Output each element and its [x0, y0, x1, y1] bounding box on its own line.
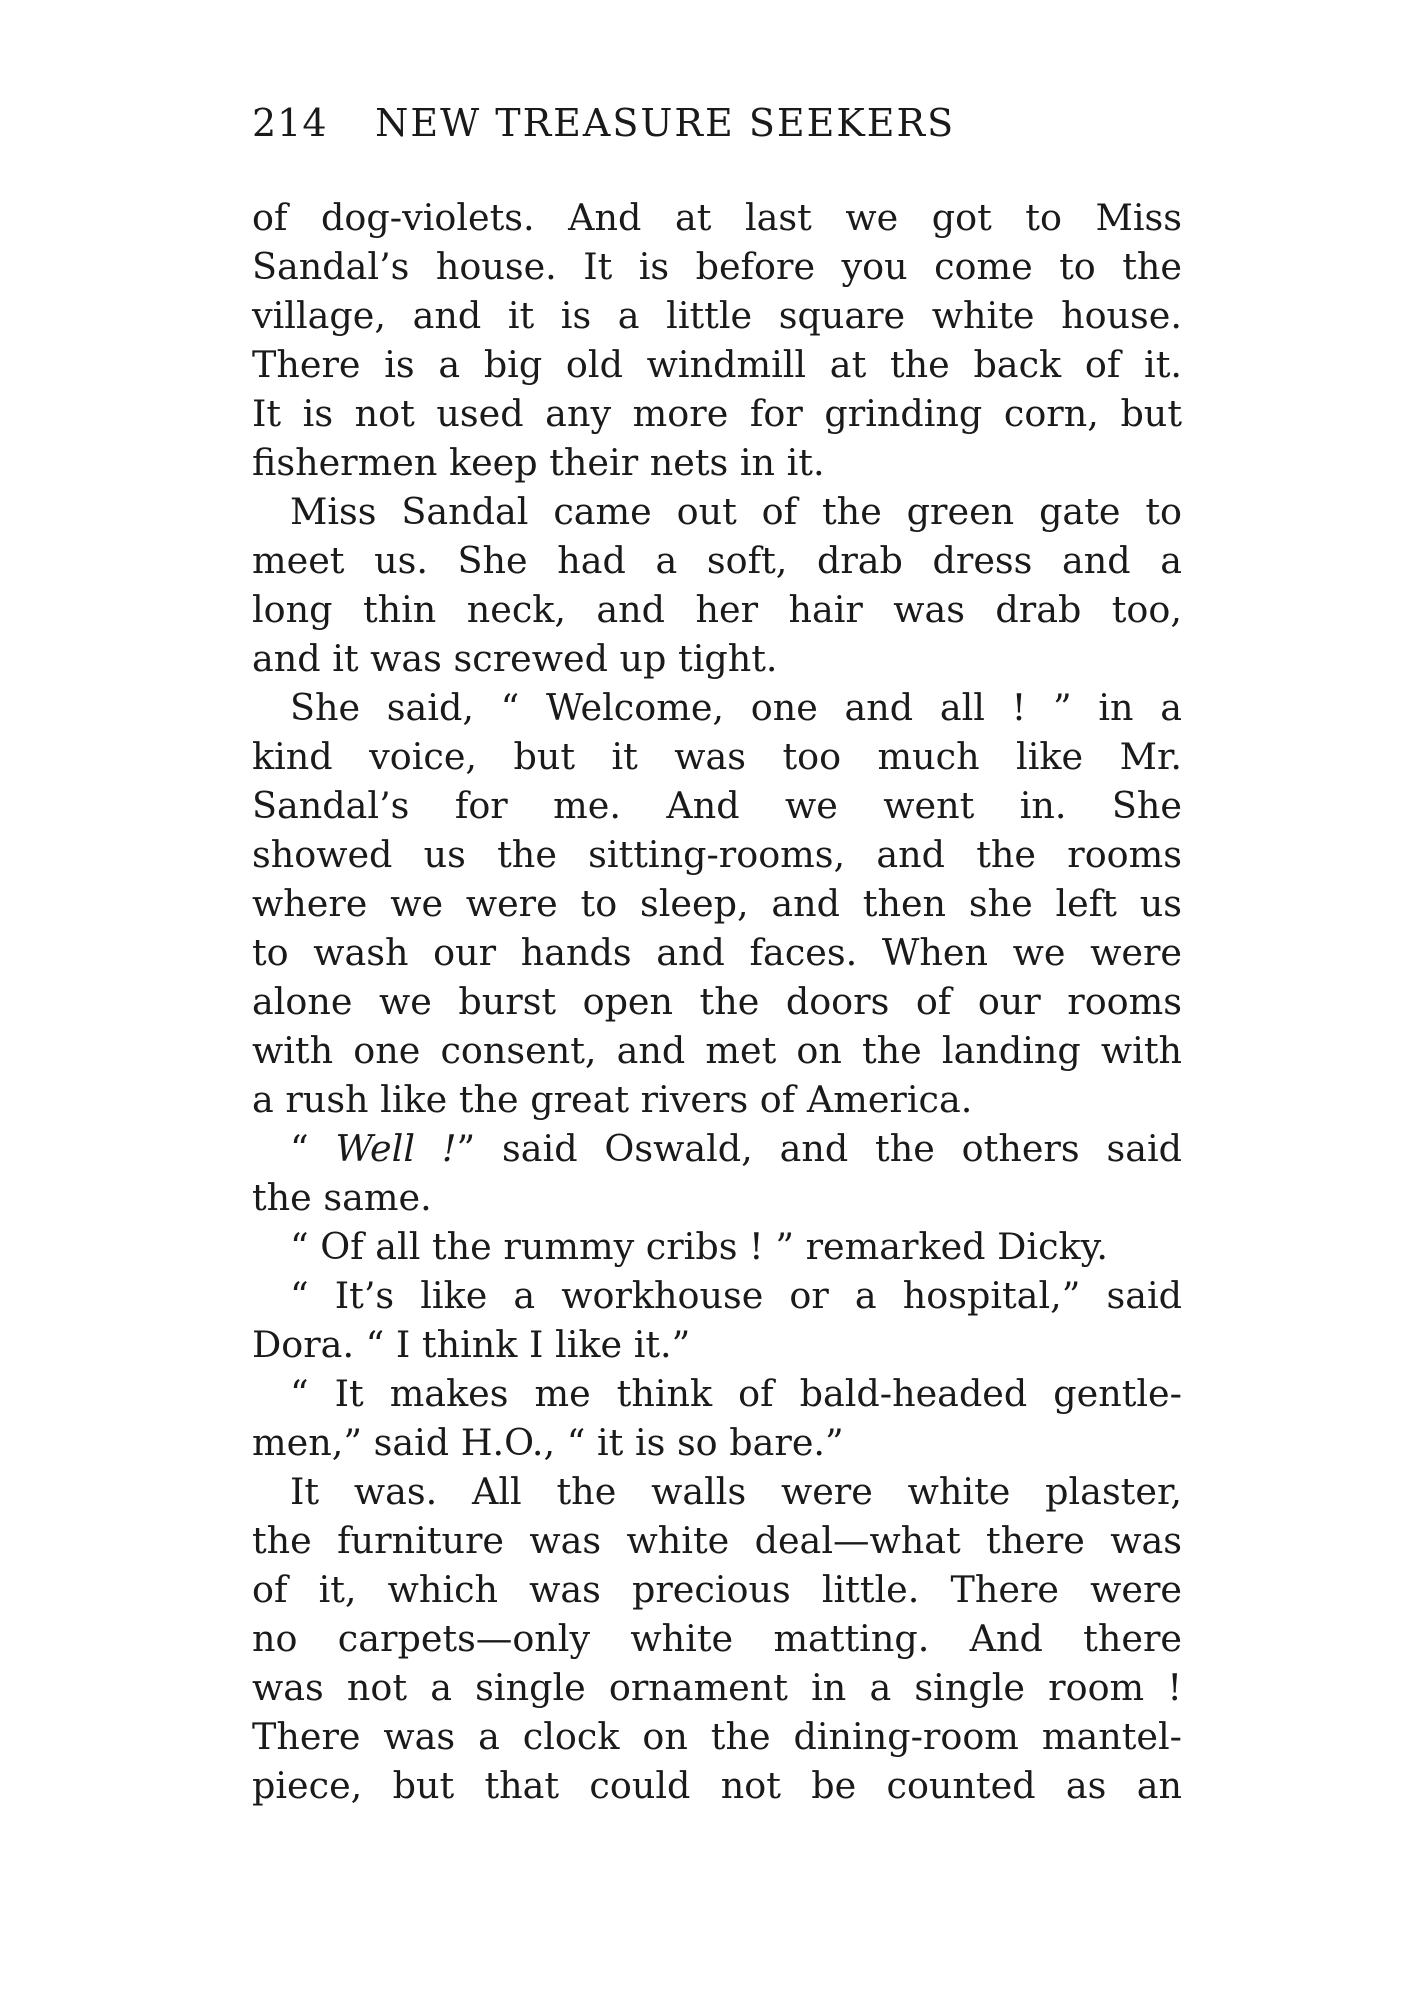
text-line	[252, 634, 1182, 683]
line-text: where we were to sleep, and then she left us	[252, 882, 1182, 925]
line-text: with one consent, and met on the landing with	[252, 1029, 1182, 1072]
line-text: It was. All the walls were white plaster,	[290, 1470, 1182, 1513]
line-text: “ It makes me think of bald-headed gentle-	[290, 1372, 1182, 1415]
line-text: There was a clock on the dining-room mantel-	[252, 1715, 1182, 1758]
line-text: showed us the sitting-rooms, and the rooms	[252, 833, 1182, 876]
text-line	[252, 1418, 1182, 1467]
line-text: to wash our hands and faces. When we were	[252, 931, 1182, 974]
line-text: “ It’s like a workhouse or a hospital,” said	[290, 1274, 1182, 1317]
body-text	[252, 193, 1182, 1810]
line-text: and it was screwed up tight.	[252, 637, 778, 680]
text-line	[252, 487, 1182, 536]
text-line	[252, 1173, 1182, 1222]
line-text: of dog-violets. And at last we got to Miss	[252, 196, 1182, 239]
text-line	[252, 1075, 1182, 1124]
text-line	[252, 1124, 1182, 1173]
line-text: Miss Sandal came out of the green gate to	[290, 490, 1182, 533]
page-number: 214	[252, 101, 328, 145]
text-line	[252, 585, 1182, 634]
text-line	[252, 879, 1182, 928]
text-line	[252, 193, 1182, 242]
line-text: fishermen keep their nets in it.	[252, 441, 825, 484]
text-line	[252, 732, 1182, 781]
text-line	[252, 830, 1182, 879]
text-line	[252, 1467, 1182, 1516]
line-text: no carpets—only white matting. And there	[252, 1617, 1182, 1660]
text-line	[252, 977, 1182, 1026]
text-line	[252, 1565, 1182, 1614]
italic-word: Well !	[335, 1127, 457, 1170]
text-line	[252, 1761, 1182, 1810]
line-text: “ Of all the rummy cribs ! ” remarked Dicky.	[290, 1225, 1109, 1268]
text-line	[252, 340, 1182, 389]
line-text: the furniture was white deal—what there was	[252, 1519, 1182, 1562]
text-line	[252, 438, 1182, 487]
text-line	[252, 536, 1182, 585]
line-text: of it, which was precious little. There were	[252, 1568, 1182, 1611]
line-text: She said, “ Welcome, one and all ! ” in a	[290, 686, 1182, 729]
text-line	[252, 242, 1182, 291]
text-line	[252, 1712, 1182, 1761]
line-text: men,” said H.O., “ it is so bare.”	[252, 1421, 844, 1464]
text-line	[252, 1663, 1182, 1712]
line-text: Dora. “ I think I like it.”	[252, 1323, 691, 1366]
line-text: was not a single ornament in a single room !	[252, 1666, 1182, 1709]
line-text: meet us. She had a soft, drab dress and a	[252, 539, 1182, 582]
text-line	[252, 928, 1182, 977]
line-text: long thin neck, and her hair was drab too,	[252, 588, 1182, 631]
line-text: ” said Oswald, and the others said	[456, 1127, 1182, 1170]
line-text: village, and it is a little square white house.	[252, 294, 1182, 337]
text-line	[252, 781, 1182, 830]
line-text: Sandal’s for me. And we went in. She	[252, 784, 1182, 827]
text-line	[252, 1222, 1182, 1271]
line-text: It is not used any more for grinding corn, but	[252, 392, 1182, 435]
text-line	[252, 683, 1182, 732]
text-line	[252, 291, 1182, 340]
running-title: NEW TREASURE SEEKERS	[375, 101, 956, 145]
line-prefix: “	[290, 1127, 336, 1170]
line-text: Sandal’s house. It is before you come to the	[252, 245, 1182, 288]
line-text: piece, but that could not be counted as an	[252, 1764, 1182, 1807]
text-line	[252, 1320, 1182, 1369]
line-text: a rush like the great rivers of America.	[252, 1078, 973, 1121]
line-text: kind voice, but it was too much like Mr.	[252, 735, 1182, 778]
line-text: There is a big old windmill at the back of it.	[252, 343, 1182, 386]
line-text: the same.	[252, 1176, 432, 1219]
text-line	[252, 1271, 1182, 1320]
running-header	[252, 98, 1252, 148]
line-text: alone we burst open the doors of our rooms	[252, 980, 1182, 1023]
text-line	[252, 1614, 1182, 1663]
text-line	[252, 1516, 1182, 1565]
text-line	[252, 1369, 1182, 1418]
text-line	[252, 1026, 1182, 1075]
text-line	[252, 389, 1182, 438]
